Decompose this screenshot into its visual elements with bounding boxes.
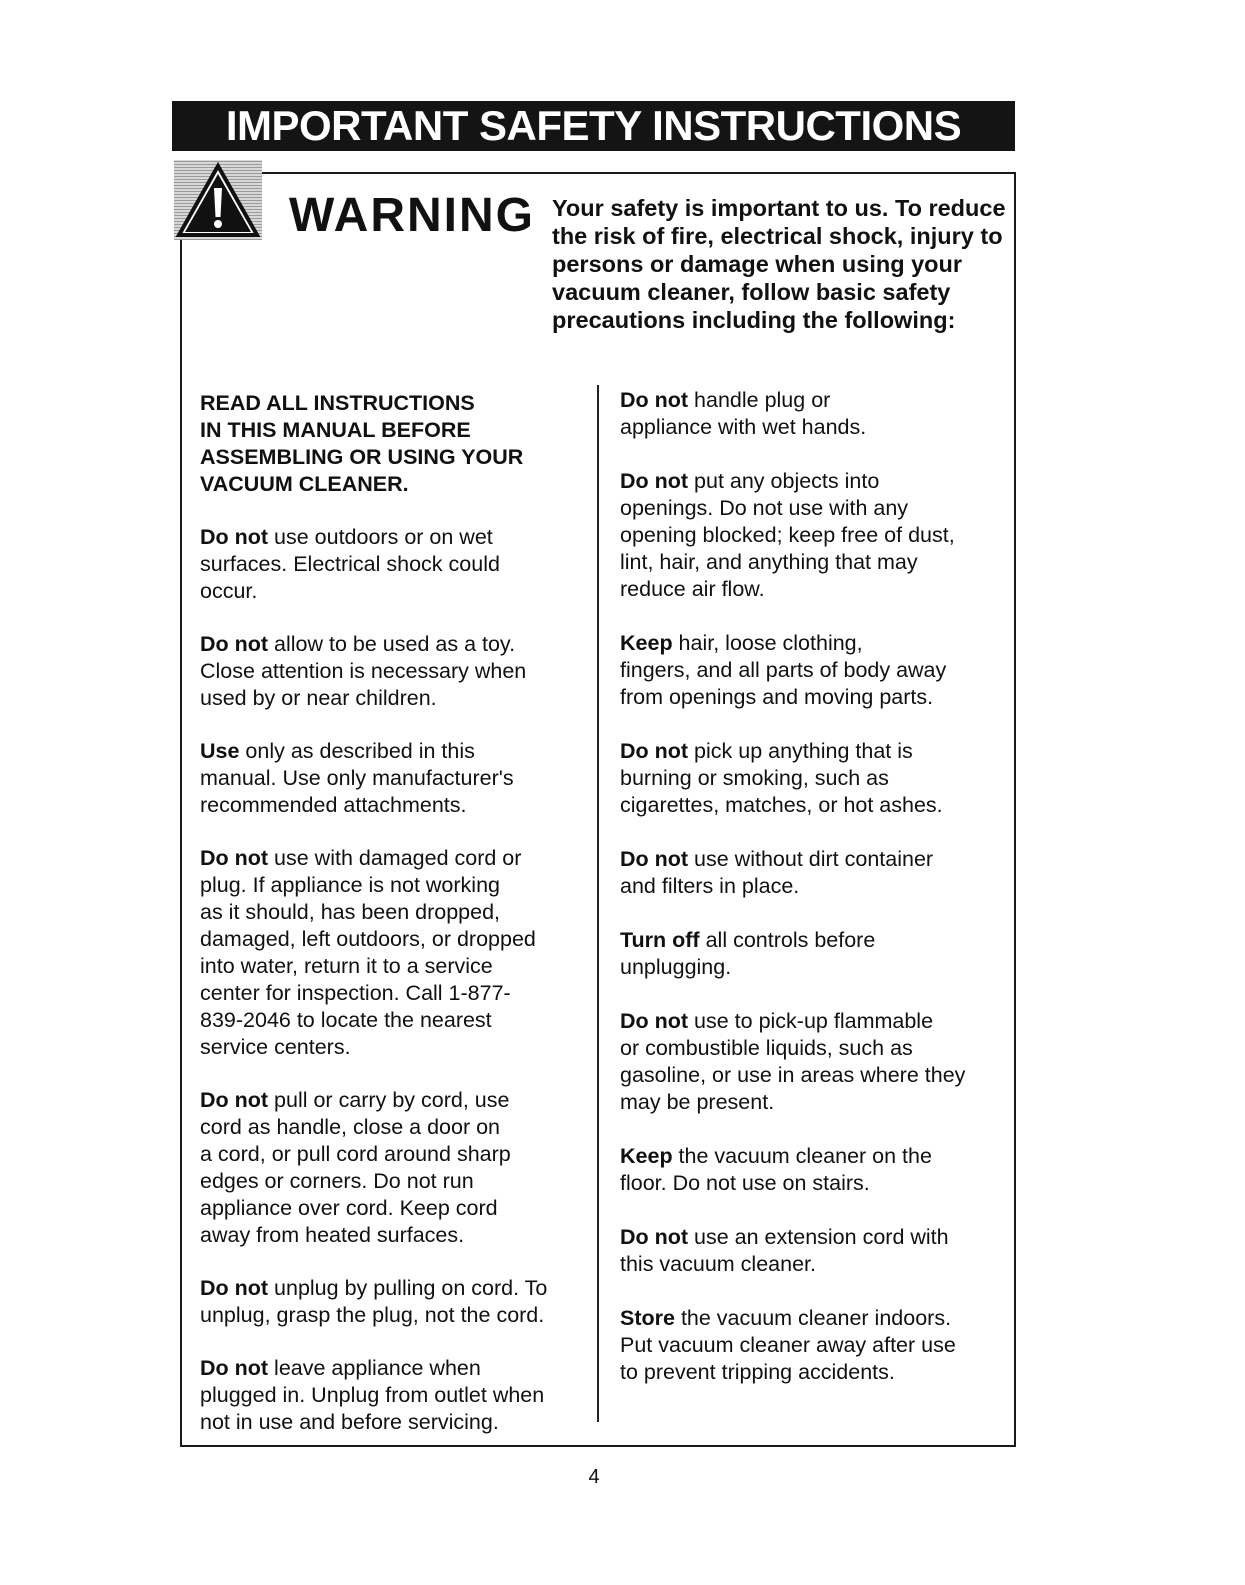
warning-triangle-icon: [174, 160, 262, 240]
instruction-line: [200, 1114, 585, 1141]
safety-instruction: [200, 845, 585, 1061]
warning-heading: WARNING: [289, 189, 535, 242]
instruction-text: plugged in. Unplug from outlet when: [200, 1383, 545, 1407]
instruction-line: [620, 873, 1005, 900]
instruction-line: [200, 1168, 585, 1195]
instruction-line: [620, 387, 1005, 414]
instruction-text: use to pick-up flammable: [688, 1009, 934, 1033]
instruction-keyword: Turn off: [620, 928, 700, 952]
instruction-text: away from heated surfaces.: [200, 1223, 465, 1247]
instruction-line: [620, 1008, 1005, 1035]
instruction-text: cigarettes, matches, or hot ashes.: [620, 793, 943, 817]
instruction-line: [620, 1089, 1005, 1116]
instruction-text: burning or smoking, such as: [620, 766, 889, 790]
safety-instruction: [620, 927, 1005, 981]
instruction-line: [200, 658, 585, 685]
safety-instruction: [200, 524, 585, 605]
instruction-text: a cord, or pull cord around sharp: [200, 1142, 511, 1166]
instruction-line: [200, 1007, 585, 1034]
safety-instruction: [620, 738, 1005, 819]
instruction-text: handle plug or: [688, 388, 831, 412]
heading-line: READ ALL INSTRUCTIONS: [200, 391, 475, 415]
safety-instruction: [620, 1224, 1005, 1278]
instruction-text: use outdoors or on wet: [268, 525, 493, 549]
warning-icon-box: [174, 160, 262, 240]
instruction-line: [620, 1143, 1005, 1170]
page-title: IMPORTANT SAFETY INSTRUCTIONS: [172, 101, 1015, 151]
read-instructions-heading: [200, 390, 585, 498]
instruction-text: into water, return it to a service: [200, 954, 493, 978]
instruction-line: [620, 468, 1005, 495]
instruction-keyword: Do not: [620, 1225, 689, 1249]
instruction-text: use with damaged cord or: [268, 846, 522, 870]
instruction-line: [200, 1302, 585, 1329]
instruction-line: [200, 738, 585, 765]
instruction-keyword: Do not: [620, 1009, 689, 1033]
heading-line: ASSEMBLING OR USING YOUR: [200, 445, 524, 469]
instruction-keyword: Do not: [200, 1276, 269, 1300]
instruction-text: and filters in place.: [620, 874, 800, 898]
instruction-text: pick up anything that is: [688, 739, 913, 763]
instruction-line: [200, 926, 585, 953]
instruction-text: leave appliance when: [268, 1356, 481, 1380]
safety-instruction: [200, 1087, 585, 1249]
safety-instruction: [620, 846, 1005, 900]
instruction-line: [620, 1332, 1005, 1359]
safety-instruction: [620, 1143, 1005, 1197]
instruction-line: [620, 576, 1005, 603]
instruction-line: [620, 846, 1005, 873]
instruction-keyword: Keep: [620, 631, 673, 655]
instruction-line: [200, 524, 585, 551]
instruction-line: [620, 765, 1005, 792]
instruction-line: [200, 1409, 585, 1436]
instruction-text: surfaces. Electrical shock could: [200, 552, 500, 576]
instruction-line: [620, 1305, 1005, 1332]
instruction-text: occur.: [200, 579, 258, 603]
instruction-text: lint, hair, and anything that may: [620, 550, 918, 574]
instruction-line: [620, 1062, 1005, 1089]
instruction-line: [200, 872, 585, 899]
instruction-line: [620, 792, 1005, 819]
instruction-text: put any objects into: [688, 469, 880, 493]
instruction-text: service centers.: [200, 1035, 351, 1059]
instruction-keyword: Store: [620, 1306, 675, 1330]
instruction-line: [620, 1251, 1005, 1278]
instruction-text: allow to be used as a toy.: [268, 632, 516, 656]
instruction-keyword: Do not: [620, 847, 689, 871]
column-divider: [597, 385, 599, 1422]
instruction-line: [620, 1170, 1005, 1197]
instruction-text: the vacuum cleaner indoors.: [674, 1306, 952, 1330]
instruction-keyword: Use: [200, 739, 240, 763]
instruction-text: used by or near children.: [200, 686, 437, 710]
instruction-text: Close attention is necessary when: [200, 659, 527, 683]
instruction-text: use without dirt container: [688, 847, 934, 871]
instruction-text: 839-2046 to locate the nearest: [200, 1008, 492, 1032]
instruction-line: [200, 1382, 585, 1409]
safety-instruction: [620, 1305, 1005, 1386]
safety-instruction: [200, 631, 585, 712]
instruction-text: pull or carry by cord, use: [268, 1088, 510, 1112]
instruction-text: not in use and before servicing.: [200, 1410, 499, 1434]
instruction-line: [200, 1141, 585, 1168]
instruction-line: [200, 765, 585, 792]
instruction-line: [200, 980, 585, 1007]
right-column: [620, 387, 1005, 1386]
instruction-text: fingers, and all parts of body away: [620, 658, 947, 682]
safety-instruction: [620, 1008, 1005, 1116]
instruction-line: [200, 899, 585, 926]
instruction-line: [620, 954, 1005, 981]
instruction-text: center for inspection. Call 1-877-: [200, 981, 511, 1005]
instruction-keyword: Do not: [620, 469, 689, 493]
safety-instruction: [200, 1355, 585, 1436]
left-column: [200, 390, 585, 1436]
instruction-line: [200, 1355, 585, 1382]
instruction-text: cord as handle, close a door on: [200, 1115, 501, 1139]
instruction-line: [620, 927, 1005, 954]
instruction-line: [620, 1224, 1005, 1251]
instruction-text: unplug by pulling on cord. To: [268, 1276, 548, 1300]
safety-instruction: [620, 630, 1005, 711]
instruction-text: only as described in this: [239, 739, 475, 763]
instruction-text: opening blocked; keep free of dust,: [620, 523, 955, 547]
instruction-text: Put vacuum cleaner away after use: [620, 1333, 956, 1357]
instruction-line: [200, 1275, 585, 1302]
instruction-line: [200, 1195, 585, 1222]
instruction-line: [200, 685, 585, 712]
instruction-text: or combustible liquids, such as: [620, 1036, 913, 1060]
safety-instruction: [200, 1275, 585, 1329]
instruction-line: [620, 630, 1005, 657]
instruction-line: [200, 1222, 585, 1249]
instruction-keyword: Do not: [200, 1356, 269, 1380]
instruction-line: [200, 578, 585, 605]
instruction-line: [620, 495, 1005, 522]
instruction-line: [200, 1034, 585, 1061]
instruction-text: reduce air flow.: [620, 577, 765, 601]
safety-instruction: [200, 738, 585, 819]
instruction-text: the vacuum cleaner on the: [672, 1144, 932, 1168]
instruction-text: may be present.: [620, 1090, 775, 1114]
instruction-keyword: Do not: [620, 388, 689, 412]
instruction-line: [200, 1087, 585, 1114]
instruction-text: unplugging.: [620, 955, 732, 979]
instruction-text: plug. If appliance is not working: [200, 873, 500, 897]
instruction-text: manual. Use only manufacturer's: [200, 766, 514, 790]
instruction-keyword: Do not: [200, 1088, 269, 1112]
instruction-text: as it should, has been dropped,: [200, 900, 501, 924]
safety-instruction: [620, 468, 1005, 603]
instruction-line: [200, 631, 585, 658]
instruction-text: to prevent tripping accidents.: [620, 1360, 895, 1384]
instruction-line: [200, 792, 585, 819]
instruction-line: [620, 1035, 1005, 1062]
instruction-keyword: Do not: [200, 525, 269, 549]
instruction-text: damaged, left outdoors, or dropped: [200, 927, 536, 951]
instruction-line: [620, 738, 1005, 765]
instruction-line: [620, 684, 1005, 711]
instruction-keyword: Keep: [620, 1144, 673, 1168]
instruction-text: recommended attachments.: [200, 793, 467, 817]
heading-line: IN THIS MANUAL BEFORE: [200, 418, 471, 442]
page-number: 4: [588, 1466, 600, 1488]
warning-statement: Your safety is important to us. To reduce the risk of fire, electrical shock, injury to persons or damage when using your vacuum cleaner, follow basic safety precautions including the following:: [552, 195, 1006, 333]
instruction-line: [620, 657, 1005, 684]
instruction-line: [620, 1359, 1005, 1386]
instruction-text: use an extension cord with: [688, 1225, 949, 1249]
instruction-text: hair, loose clothing,: [672, 631, 863, 655]
instruction-text: floor. Do not use on stairs.: [620, 1171, 870, 1195]
instruction-line: [200, 953, 585, 980]
instruction-text: this vacuum cleaner.: [620, 1252, 816, 1276]
instruction-keyword: Do not: [620, 739, 689, 763]
instruction-text: appliance over cord. Keep cord: [200, 1196, 498, 1220]
instruction-text: all controls before: [699, 928, 876, 952]
instruction-text: from openings and moving parts.: [620, 685, 934, 709]
instruction-text: gasoline, or use in areas where they: [620, 1063, 966, 1087]
instruction-line: [200, 551, 585, 578]
instruction-line: [620, 414, 1005, 441]
instruction-text: appliance with wet hands.: [620, 415, 867, 439]
instruction-line: [620, 549, 1005, 576]
instruction-text: edges or corners. Do not run: [200, 1169, 474, 1193]
instruction-text: unplug, grasp the plug, not the cord.: [200, 1303, 545, 1327]
safety-instruction: [620, 387, 1005, 441]
instruction-keyword: Do not: [200, 846, 269, 870]
instruction-keyword: Do not: [200, 632, 269, 656]
instruction-text: openings. Do not use with any: [620, 496, 909, 520]
instruction-line: [200, 845, 585, 872]
heading-line: VACUUM CLEANER.: [200, 472, 409, 496]
instruction-line: [620, 522, 1005, 549]
